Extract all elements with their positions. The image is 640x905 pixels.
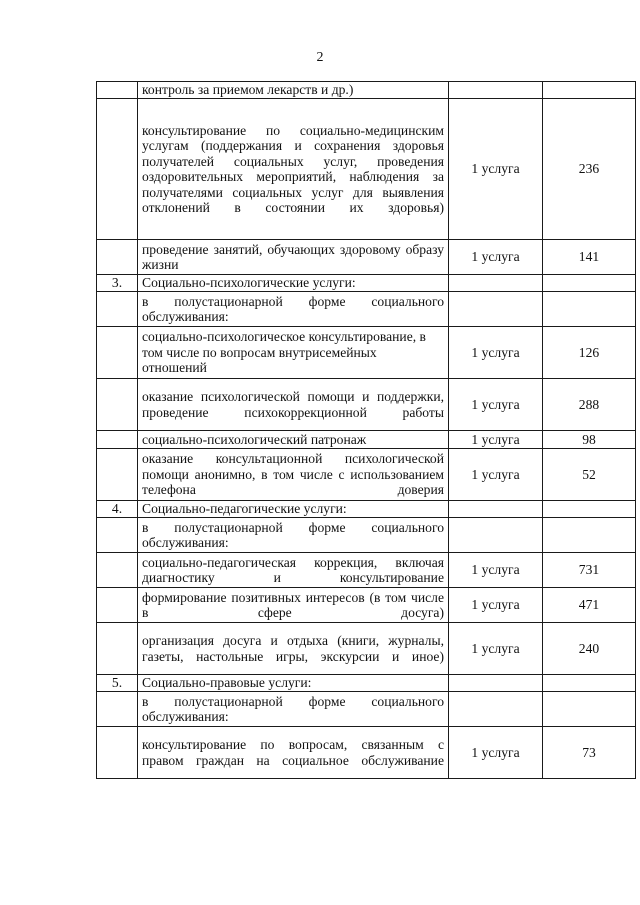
service-name: в полустационарной форме социального обслуживания: (138, 518, 449, 553)
row-number (97, 449, 138, 501)
service-unit (449, 692, 543, 727)
table-row (97, 292, 636, 327)
row-number (97, 99, 138, 240)
service-unit: 1 услуга (449, 623, 543, 675)
service-price: 126 (543, 327, 636, 379)
service-unit: 1 услуга (449, 449, 543, 501)
table-row (97, 99, 636, 240)
table-row (97, 553, 636, 588)
row-number (97, 431, 138, 449)
service-unit: 1 услуга (449, 379, 543, 431)
service-price: 141 (543, 240, 636, 275)
service-price (543, 675, 636, 692)
service-price: 73 (543, 727, 636, 779)
service-price (543, 82, 636, 99)
service-unit: 1 услуга (449, 327, 543, 379)
services-table (96, 81, 636, 779)
service-unit (449, 292, 543, 327)
table-row (97, 727, 636, 779)
services-table-body (97, 82, 636, 779)
row-number (97, 240, 138, 275)
service-name: социально-психологический патронаж (138, 431, 449, 449)
table-row (97, 449, 636, 501)
row-number (97, 327, 138, 379)
service-name: в полустационарной форме социального обслуживания: (138, 292, 449, 327)
row-number (97, 292, 138, 327)
table-row (97, 327, 636, 379)
service-unit: 1 услуга (449, 240, 543, 275)
service-price: 98 (543, 431, 636, 449)
table-row (97, 518, 636, 553)
table-row (97, 379, 636, 431)
service-name: консультирование по социально-медицинским услугам (поддержания и сохранения здоровья получателей социальных услуг, проведения оздоровительных мероприятий, наблюдения за получателями социальных услуг для выявления отклонений в состоянии их здоровья) (138, 99, 449, 240)
row-number (97, 379, 138, 431)
row-number: 4. (97, 501, 138, 518)
row-number (97, 518, 138, 553)
service-name: организация досуга и отдыха (книги, журналы, газеты, настольные игры, экскурсии и иное) (138, 623, 449, 675)
row-number (97, 623, 138, 675)
page-number: 2 (316, 50, 324, 65)
service-name: Социально-правовые услуги: (138, 675, 449, 692)
service-price (543, 275, 636, 292)
service-name: Социально-психологические услуги: (138, 275, 449, 292)
service-unit: 1 услуга (449, 431, 543, 449)
service-name: формирование позитивных интересов (в том числе в сфере досуга) (138, 588, 449, 623)
service-unit (449, 275, 543, 292)
service-price: 52 (543, 449, 636, 501)
row-number (97, 588, 138, 623)
service-price: 288 (543, 379, 636, 431)
service-unit: 1 услуга (449, 727, 543, 779)
service-price (543, 692, 636, 727)
table-row (97, 675, 636, 692)
row-number (97, 727, 138, 779)
service-price: 236 (543, 99, 636, 240)
service-name: в полустационарной форме социального обслуживания: (138, 692, 449, 727)
service-name: оказание консультационной психологической помощи анонимно, в том числе с использованием телефона доверия (138, 449, 449, 501)
service-price: 240 (543, 623, 636, 675)
row-number (97, 553, 138, 588)
table-row (97, 240, 636, 275)
row-number: 5. (97, 675, 138, 692)
service-price (543, 518, 636, 553)
table-row (97, 588, 636, 623)
table-row (97, 501, 636, 518)
service-name: социально-педагогическая коррекция, включая диагностику и консультирование (138, 553, 449, 588)
row-number (97, 82, 138, 99)
service-unit (449, 518, 543, 553)
row-number (97, 692, 138, 727)
service-price: 731 (543, 553, 636, 588)
service-unit: 1 услуга (449, 588, 543, 623)
table-row (97, 82, 636, 99)
service-name: контроль за приемом лекарств и др.) (138, 82, 449, 99)
table-row (97, 431, 636, 449)
service-price (543, 292, 636, 327)
service-price: 471 (543, 588, 636, 623)
service-name: консультирование по вопросам, связанным с правом граждан на социальное обслуживание (138, 727, 449, 779)
table-row (97, 692, 636, 727)
service-unit: 1 услуга (449, 99, 543, 240)
service-unit: 1 услуга (449, 553, 543, 588)
service-name: социально-психологическое консультирование, в том числе по вопросам внутрисемейных отношений (138, 327, 449, 379)
service-name: Социально-педагогические услуги: (138, 501, 449, 518)
service-name: оказание психологической помощи и поддержки, проведение психокоррекционной работы (138, 379, 449, 431)
service-unit (449, 501, 543, 518)
table-row (97, 623, 636, 675)
service-unit (449, 675, 543, 692)
row-number: 3. (97, 275, 138, 292)
table-row (97, 275, 636, 292)
service-price (543, 501, 636, 518)
service-name: проведение занятий, обучающих здоровому образу жизни (138, 240, 449, 275)
service-unit (449, 82, 543, 99)
